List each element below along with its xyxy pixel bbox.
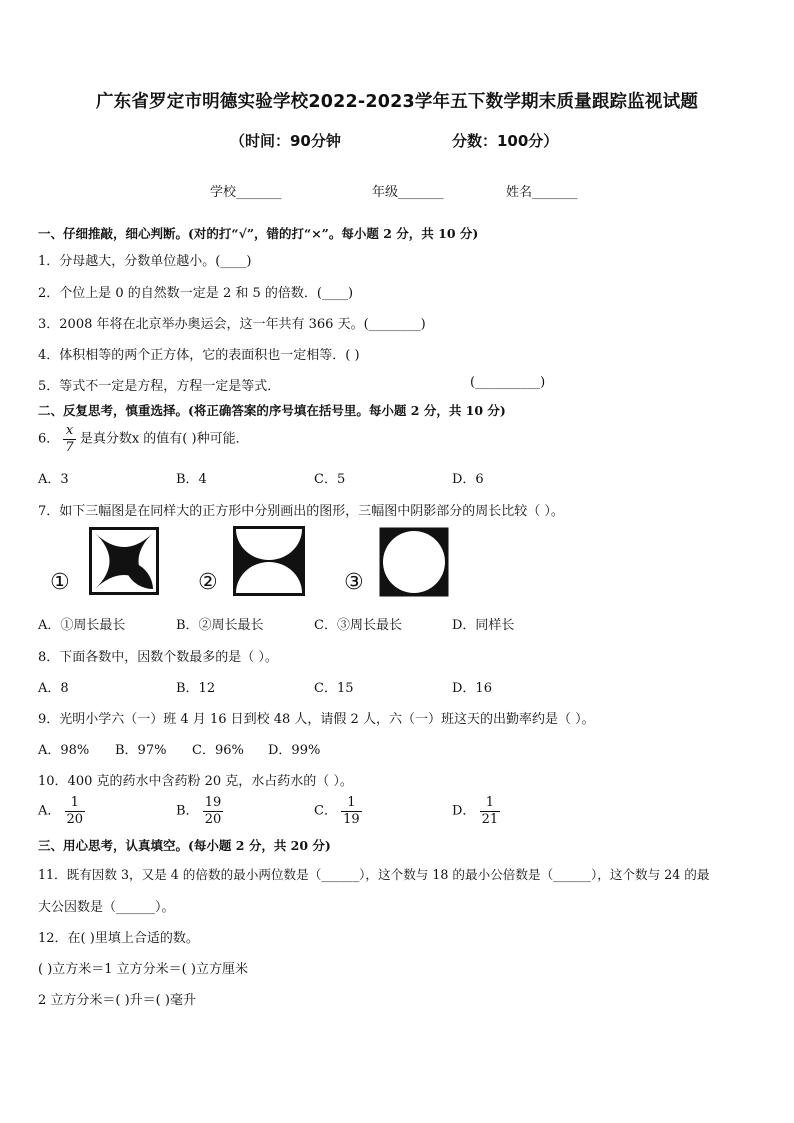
fraction-numerator: x bbox=[63, 424, 75, 440]
question-4: 4．体积相等的两个正方体，它的表面积也一定相等．( ) bbox=[38, 348, 360, 363]
grade-field[interactable]: 年级_______ bbox=[372, 185, 444, 200]
q10-option-c[interactable] bbox=[314, 796, 362, 826]
fraction-numerator: 19 bbox=[204, 795, 222, 810]
section-2-heading: 二、反复思考，慎重选择。(将正确答案的序号填在括号里。每小题 2 分，共 10 分) bbox=[38, 403, 506, 418]
q10-option-b-fraction bbox=[203, 796, 224, 826]
exam-time: （时间：90分钟 bbox=[230, 132, 341, 150]
question-12-line-1: ( )立方米＝1 立方分米＝( )立方厘米 bbox=[38, 962, 248, 977]
fraction-denominator: 19 bbox=[343, 811, 360, 827]
q8-option-d[interactable]: D．16 bbox=[452, 681, 492, 696]
q9-option-d[interactable]: D．99% bbox=[268, 743, 321, 758]
question-5-blank[interactable]: (__________) bbox=[470, 375, 546, 390]
exam-score: 分数：100分） bbox=[452, 132, 559, 150]
q10-option-b[interactable] bbox=[176, 796, 223, 826]
fraction-numerator: 1 bbox=[480, 796, 501, 812]
q10-option-d-letter: D． bbox=[452, 803, 476, 819]
q9-option-b[interactable]: B．97% bbox=[115, 743, 167, 758]
question-6 bbox=[38, 424, 249, 454]
figure-1-label: ① bbox=[50, 570, 70, 595]
q10-option-c-fraction bbox=[341, 796, 362, 826]
q10-option-d[interactable] bbox=[452, 796, 500, 826]
q10-option-b-letter: B． bbox=[176, 803, 199, 819]
q9-option-c[interactable]: C．96% bbox=[192, 743, 244, 758]
question-12: 12．在( )里填上合适的数。 bbox=[38, 931, 199, 946]
q6-option-a[interactable]: A．3 bbox=[38, 472, 69, 487]
figure-2-label: ② bbox=[198, 570, 218, 595]
q10-option-a[interactable] bbox=[38, 796, 85, 826]
question-8: 8．下面各数中，因数个数最多的是（ ）。 bbox=[38, 650, 278, 665]
question-6-number: 6． bbox=[38, 431, 60, 447]
fraction-numerator: 1 bbox=[341, 796, 362, 812]
figure-2-square-with-arcs bbox=[233, 526, 305, 596]
question-11-line-1: 11．既有因数 3，又是 4 的倍数的最小两位数是（______），这个数与 18 的最小公倍数是（______），这个数与 24 的最 bbox=[38, 867, 710, 882]
q8-option-b[interactable]: B．12 bbox=[176, 681, 216, 696]
q10-option-d-fraction bbox=[480, 796, 501, 826]
section-3-heading: 三、用心思考，认真填空。(每小题 2 分，共 20 分) bbox=[38, 838, 331, 853]
fraction-denominator: 20 bbox=[66, 811, 84, 827]
q10-option-c-letter: C． bbox=[314, 803, 337, 819]
question-10: 10．400 克的药水中含药粉 20 克，水占药水的（ ）。 bbox=[38, 774, 353, 789]
figure-3-circle bbox=[383, 531, 445, 593]
school-field[interactable]: 学校_______ bbox=[210, 185, 282, 200]
name-field[interactable]: 姓名_______ bbox=[506, 185, 578, 200]
question-6-text: 是真分数x 的值有( )种可能． bbox=[79, 431, 249, 447]
q10-option-a-fraction bbox=[65, 796, 86, 826]
question-1: 1．分母越大，分数单位越小。(____) bbox=[38, 254, 252, 269]
q6-option-b[interactable]: B．4 bbox=[176, 472, 207, 487]
figure-1-square-with-star bbox=[88, 526, 160, 596]
q7-option-d[interactable]: D．同样长 bbox=[452, 618, 515, 633]
q6-option-c[interactable]: C．5 bbox=[314, 472, 346, 487]
q7-option-c[interactable]: C．③周长最长 bbox=[314, 618, 402, 633]
q8-option-a[interactable]: A．8 bbox=[38, 681, 69, 696]
question-7: 7．如下三幅图是在同样大的正方形中分别画出的图形，三幅图中阴影部分的周长比较（ ）。 bbox=[38, 504, 564, 519]
q7-option-a[interactable]: A．①周长最长 bbox=[38, 618, 126, 633]
figure-3-label: ③ bbox=[344, 570, 364, 595]
q7-option-b[interactable]: B．②周长最长 bbox=[176, 618, 264, 633]
question-12-line-2: 2 立方分米＝( )升＝( )毫升 bbox=[38, 993, 196, 1008]
q8-option-c[interactable]: C．15 bbox=[314, 681, 354, 696]
fraction-denominator: 7 bbox=[65, 439, 74, 455]
fraction-denominator: 21 bbox=[481, 811, 499, 827]
question-3: 3．2008 年将在北京举办奥运会，这一年共有 366 天。(________) bbox=[38, 317, 426, 332]
question-2: 2．个位上是 0 的自然数一定是 2 和 5 的倍数．(____) bbox=[38, 286, 354, 301]
question-6-fraction bbox=[63, 424, 75, 454]
question-11-line-2: 大公因数是（______）。 bbox=[38, 900, 175, 915]
q6-option-d[interactable]: D．6 bbox=[452, 472, 484, 487]
figure-3-square-with-circle bbox=[378, 526, 450, 598]
question-5: 5．等式不一定是方程，方程一定是等式． bbox=[38, 379, 281, 394]
section-1-heading: 一、仔细推敲，细心判断。(对的打“√”，错的打“×”。每小题 2 分，共 10 分) bbox=[38, 226, 479, 241]
q9-option-a[interactable]: A．98% bbox=[38, 743, 90, 758]
page-title: 广东省罗定市明德实验学校2022-2023学年五下数学期末质量跟踪监视试题 bbox=[95, 92, 699, 112]
fraction-denominator: 20 bbox=[204, 811, 222, 827]
question-9: 9．光明小学六（一）班 4 月 16 日到校 48 人，请假 2 人，六（一）班这天的出勤率约是（ ）。 bbox=[38, 712, 595, 727]
q10-option-a-letter: A． bbox=[38, 803, 61, 819]
fraction-numerator: 1 bbox=[65, 796, 86, 812]
